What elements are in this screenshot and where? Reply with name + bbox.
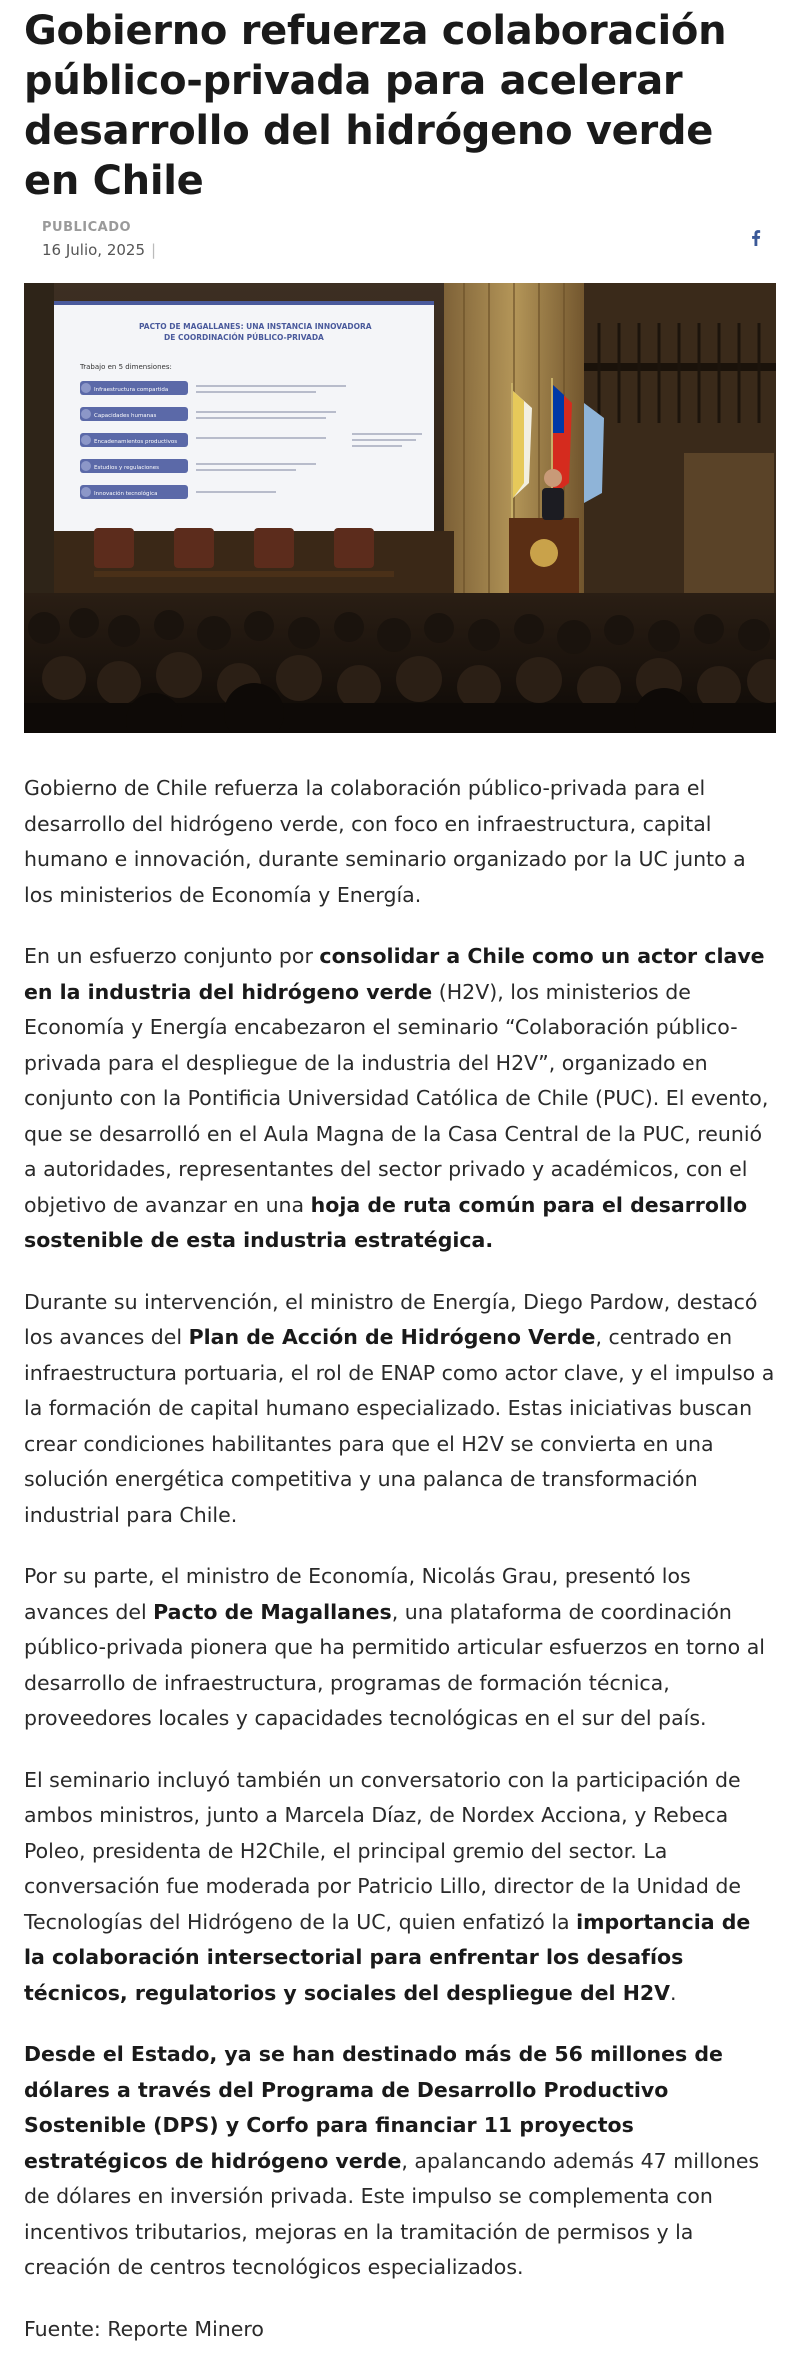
p5-bold-b: importancia de la colaboración intersectorial para enfrentar los desafíos técnicos, regulatorios y sociales del despliegue del H2V <box>24 1909 751 2005</box>
p5-text-a: El seminario incluyó también un conversatorio con la participación de ambos ministros, junto a Marcela Díaz, de Nordex Acciona, y Rebeca Poleo, presidenta de H2Chile, el principal gremio del sector. La conversación fue moderada por Patricio Lillo, director de la Unidad de Tecnologías del Hidrógeno de la UC, quien enfatizó la <box>24 1767 741 1934</box>
article-body <box>24 771 776 2347</box>
p3-bold-b: Plan de Acción de Hidrógeno Verde <box>188 1325 596 1349</box>
hero-image <box>24 283 776 733</box>
paragraph-6 <box>24 2037 776 2286</box>
facebook-icon <box>751 230 761 246</box>
slide-title-line2: DE COORDINACIÓN PÚBLICO-PRIVADA <box>164 333 324 342</box>
p2-bold-b: consolidar a Chile como un actor clave en la industria del hidrógeno verde <box>24 944 765 1004</box>
p3-text-c: , centrado en infraestructura portuaria, el rol de ENAP como actor clave, y el impulso a la formación de capital humano especializado. Estas iniciativas buscan crear condiciones habilitantes para que el H2V se convierta en una solución energética competitiva y una palanca de transformación industrial para Chile. <box>24 1325 775 1527</box>
slide-item-3: Encadenamientos productivos <box>94 439 178 445</box>
slide-item-4: Estudios y regulaciones <box>94 465 160 471</box>
paragraph-3 <box>24 1285 776 1534</box>
slide-title-line1: PACTO DE MAGALLANES: UNA INSTANCIA INNOVADORA <box>139 322 372 331</box>
slide-item-5: Innovación tecnológica <box>94 491 158 497</box>
p6-text-b: , apalancando además 47 millones de dólares en inversión privada. Este impulso se complementa con incentivos tributarios, mejoras en la tramitación de permisos y la creación de centros tecnológicos especializados. <box>24 2148 760 2279</box>
p2-bold-d: hoja de ruta común para el desarrollo sostenible de esta industria estratégica. <box>24 1192 748 1252</box>
paragraph-1 <box>24 771 776 913</box>
slide-subtitle: Trabajo en 5 dimensiones: <box>80 363 172 371</box>
seminar-photo <box>24 283 776 733</box>
slide-item-2: Capacidades humanas <box>94 413 157 419</box>
slide-item-1: Infraestructura compartida <box>94 387 169 393</box>
published-date-row <box>42 241 156 259</box>
source-text: Fuente: Reporte Minero <box>24 2316 264 2341</box>
paragraph-4 <box>24 1559 776 1737</box>
p4-text-a: Por su parte, el ministro de Economía, Nicolás Grau, presentó los avances del <box>24 1564 691 1624</box>
published-date: 16 Julio, 2025 <box>42 241 146 259</box>
article-title: Gobierno refuerza colaboración público-privada para acelerar desarrollo del hidrógeno verde en Chile <box>24 8 727 204</box>
p5-text-c: . <box>669 1980 677 2005</box>
publish-info <box>42 220 156 259</box>
paragraph-5 <box>24 1763 776 2012</box>
paragraph-1-text: Gobierno de Chile refuerza la colaboración público-privada para el desarrollo del hidrógeno verde, con foco en infraestructura, capital humano e innovación, durante seminario organizado por la UC junto a los ministerios de Economía y Energía. <box>24 776 746 907</box>
p4-text-c: , una plataforma de coordinación público-privada pionera que ha permitido articular esfuerzos en torno al desarrollo de infraestructura, programas de formación técnica, proveedores locales y capacidades tecnológicas en el sur del país. <box>24 1599 765 1730</box>
source-line <box>24 2312 776 2348</box>
date-separator: | <box>151 241 157 259</box>
article-meta <box>24 220 776 259</box>
published-label: PUBLICADO <box>42 220 132 235</box>
p2-text-c: (H2V), los ministerios de Economía y Energía encabezaron el seminario “Colaboración público-privada para el despliegue de la industria del H2V”, organizado en conjunto con la Pontificia Universidad Católica de Chile (PUC). El evento, que se desarrolló en el Aula Magna de la Casa Central de la PUC, reunió a autoridades, representantes del sector privado y académicos, con el objetivo de avanzar en una <box>24 979 769 1217</box>
paragraph-2 <box>24 939 776 1259</box>
p2-text-a: En un esfuerzo conjunto por <box>24 944 320 968</box>
facebook-share-button[interactable] <box>744 226 768 250</box>
p4-bold-b: Pacto de Magallanes <box>153 1599 392 1624</box>
p6-bold-a: Desde el Estado, ya se han destinado más de 56 millones de dólares a través del Programa de Desarrollo Productivo Sostenible (DPS) y Corfo para financiar 11 proyectos estratégicos de hidrógeno verde <box>24 2042 723 2173</box>
p3-text-a: Durante su intervención, el ministro de Energía, Diego Pardow, destacó los avances del <box>24 1289 758 1349</box>
